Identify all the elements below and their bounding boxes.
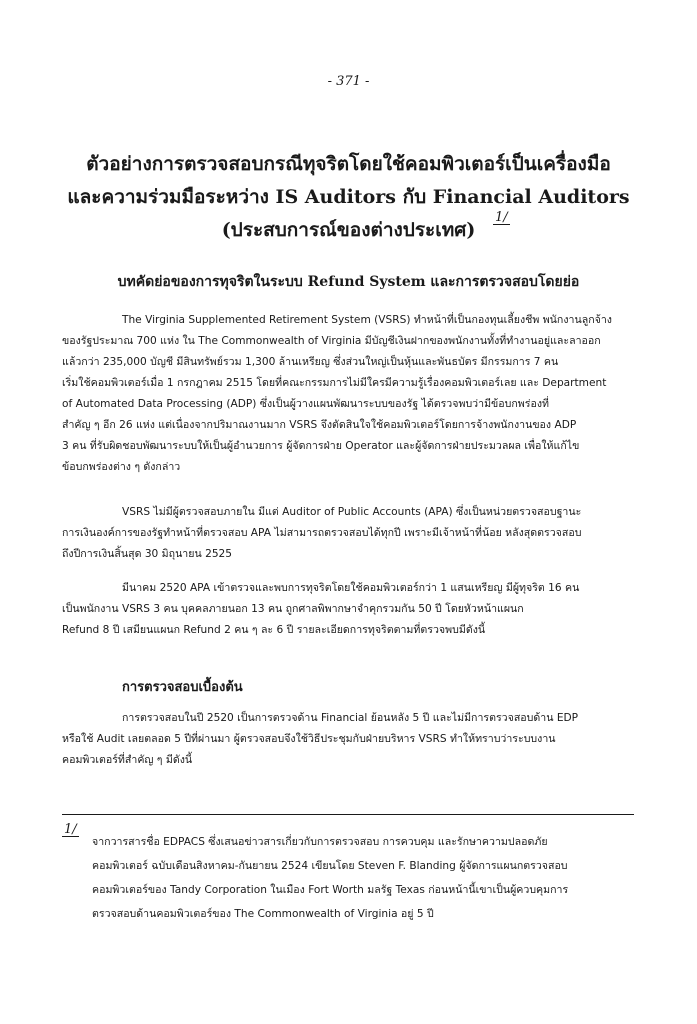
title-footnote-reference: 1/ bbox=[495, 210, 508, 225]
paragraph-line: ข้อบกพร่องต่าง ๆ ดังกล่าว bbox=[62, 461, 181, 473]
footnote-divider bbox=[62, 814, 634, 815]
title-line-1: ตัวอย่างการตรวจสอบกรณีทุจริตโดยใช้คอมพิวเตอร์เป็นเครื่องมือ bbox=[86, 153, 611, 175]
paragraph-line: 3 คน ที่รับผิดชอบพัฒนาระบบให้เป็นผู้อำนวยการ ผู้จัดการฝ่าย Operator และผู้จัดการฝ่ายประมวลผล เพื่อให้แก้ไข bbox=[62, 440, 580, 452]
footnote-mark: 1/ bbox=[64, 822, 77, 837]
footnote-line: จากวารสารชื่อ EDPACS ซึ่งเสนอข่าวสารเกี่ยวกับการตรวจสอบ การควบคุม และรักษาความปลอดภัย bbox=[92, 836, 548, 848]
paragraph-fraud-discovery bbox=[62, 578, 636, 641]
paragraph-line: หรือใช้ Audit เลยตลอด 5 ปีที่ผ่านมา ผู้ตรวจสอบจึงใช้วิธีประชุมกับฝ่ายบริหาร VSRS ทำให้ทราบว่าระบบงาน bbox=[62, 733, 556, 745]
footnote-line: คอมพิวเตอร์ ฉบับเดือนสิงหาคม-กันยายน 2524 เขียนโดย Steven F. Blanding ผู้จัดการแผนกตรวจสอบ bbox=[92, 860, 568, 872]
paragraph-line: of Automated Data Processing (ADP) ซึ่งเป็นผู้วางแผนพัฒนาระบบของรัฐ ได้ตรวจพบว่ามีข้อบกพร่องที่ bbox=[62, 398, 549, 410]
footnote-line: ตรวจสอบด้านคอมพิวเตอร์ของ The Commonwealth of Virginia อยู่ 5 ปี bbox=[92, 908, 434, 920]
document-title bbox=[40, 148, 657, 247]
paragraph-line: เริ่มใช้คอมพิวเตอร์เมื่อ 1 กรกฎาคม 2515 โดยที่คณะกรรมการไม่มีใครมีความรู้เรื่องคอมพิวเตอร์เลย และ Department bbox=[62, 377, 607, 389]
paragraph-line: เป็นพนักงาน VSRS 3 คน บุคคลภายนอก 13 คน ถูกศาลพิพากษาจำคุกรวมกัน 50 ปี โดยหัวหน้าแผนก bbox=[62, 603, 524, 615]
paragraph-line: ถึงปีการเงินสิ้นสุด 30 มิถุนายน 2525 bbox=[62, 548, 233, 560]
section-heading-initial-audit: การตรวจสอบเบื้องต้น bbox=[122, 680, 243, 695]
footnote-line: คอมพิวเตอร์ของ Tandy Corporation ในเมือง Fort Worth มลรัฐ Texas ก่อนหน้านี้เขาเป็นผู้ควบคุมการ bbox=[92, 884, 569, 896]
paragraph-initial-audit bbox=[62, 708, 636, 771]
paragraph-line: สำคัญ ๆ อีก 26 แห่ง แต่เนื่องจากปริมาณงานมาก VSRS จึงตัดสินใจใช้คอมพิวเตอร์โดยการจ้างพนักงานของ ADP bbox=[62, 419, 577, 431]
title-line-3: (ประสบการณ์ของต่างประเทศ) bbox=[221, 219, 476, 241]
paragraph-audit-arrangement bbox=[62, 502, 636, 565]
paragraph-vsrs-background bbox=[62, 310, 636, 478]
paragraph-line: ของรัฐประมาณ 700 แห่ง ใน The Commonwealth of Virginia มีบัญชีเงินฝากของพนักงานทั้งที่ทำงานอยู่และลาออก bbox=[62, 335, 601, 347]
section-subtitle: บทคัดย่อของการทุจริตในระบบ Refund System และการตรวจสอบโดยย่อ bbox=[117, 274, 580, 290]
paragraph-line: Refund 8 ปี เสมียนแผนก Refund 2 คน ๆ ละ 6 ปี รายละเอียดการทุจริตตามที่ตรวจพบมีดังนี้ bbox=[62, 624, 486, 636]
paragraph-line: มีนาคม 2520 APA เข้าตรวจและพบการทุจริตโดยใช้คอมพิวเตอร์กว่า 1 แสนเหรียญ มีผู้ทุจริต 16 คน bbox=[122, 582, 580, 594]
paragraph-line: แล้วกว่า 235,000 บัญชี มีสินทรัพย์รวม 1,300 ล้านเหรียญ ซึ่งส่วนใหญ่เป็นหุ้นและพันธบัตร มีกรรมการ 7 คน bbox=[62, 356, 559, 368]
page-number: - 371 - bbox=[327, 74, 370, 89]
footnote-text bbox=[92, 830, 634, 926]
title-line-2: และความร่วมมือระหว่าง IS Auditors กับ Financial Auditors bbox=[67, 186, 630, 208]
paragraph-line: The Virginia Supplemented Retirement System (VSRS) ทำหน้าที่เป็นกองทุนเลี้ยงชีพ พนักงานลูกจ้าง bbox=[122, 314, 612, 326]
paragraph-line: คอมพิวเตอร์ที่สำคัญ ๆ มีดังนี้ bbox=[62, 754, 193, 766]
paragraph-line: การตรวจสอบในปี 2520 เป็นการตรวจด้าน Financial ย้อนหลัง 5 ปี และไม่มีการตรวจสอบด้าน EDP bbox=[122, 712, 579, 724]
paragraph-line: การเงินองค์การของรัฐทำหน้าที่ตรวจสอบ APA ไม่สามารถตรวจสอบได้ทุกปี เพราะมีเจ้าหน้าที่น้อย หลังสุดตรวจสอบ bbox=[62, 527, 582, 539]
paragraph-line: VSRS ไม่มีผู้ตรวจสอบภายใน มีแต่ Auditor of Public Accounts (APA) ซึ่งเป็นหน่วยตรวจสอบฐานะ bbox=[122, 506, 582, 518]
